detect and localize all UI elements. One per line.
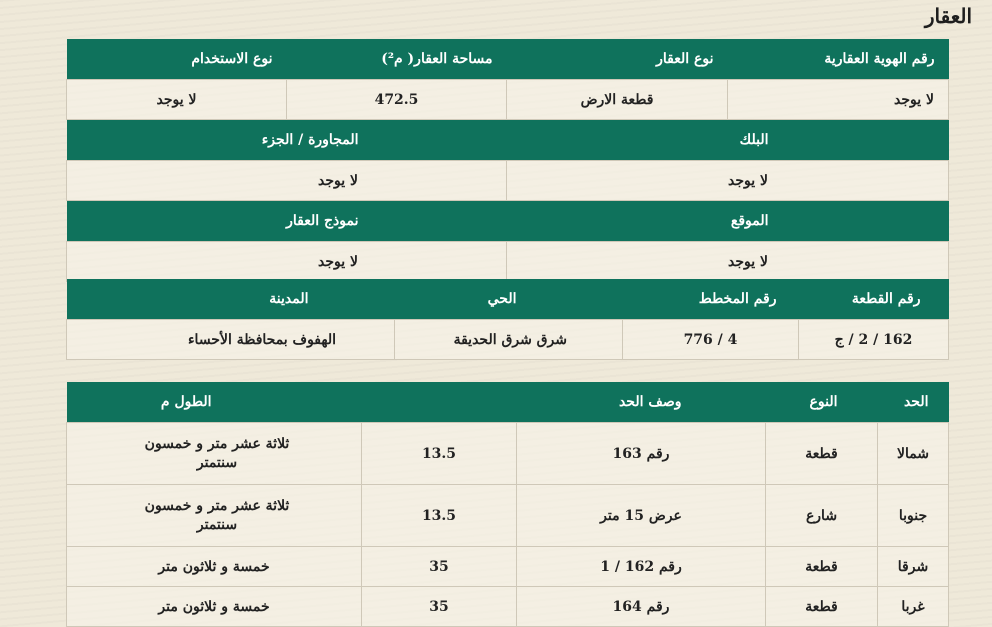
- neighborhood-part-header: المجاورة / الجزء: [261, 132, 359, 148]
- boundary-length: 35: [362, 587, 517, 627]
- length-header: الطول م: [160, 394, 212, 410]
- plan-number-header: رقم المخطط: [698, 291, 777, 307]
- boundaries-header-row: [67, 382, 949, 423]
- property-model-header: نموذج العقار: [286, 213, 359, 229]
- table-row: [67, 587, 949, 627]
- side-header: الحد: [903, 394, 929, 410]
- property-header-row-3: [67, 201, 949, 242]
- type-header: النوع: [809, 394, 838, 410]
- property-area-value: 472.5: [287, 80, 507, 120]
- boundary-description: عرض 15 متر: [517, 485, 766, 547]
- description-header: وصف الحد: [618, 394, 682, 410]
- boundary-type: قطعة: [766, 547, 878, 587]
- plot-number-header: رقم القطعة: [851, 291, 921, 307]
- block-value: لا يوجد: [507, 161, 949, 201]
- plot-header-row: [67, 279, 949, 320]
- plot-number-value: 162 / 2 / ج: [799, 320, 949, 360]
- boundary-length-text: خمسة و ثلاثون متر: [67, 587, 362, 627]
- property-type-header: نوع العقار: [656, 51, 714, 67]
- property-model-value: لا يوجد: [67, 242, 507, 282]
- table-row: [67, 485, 949, 547]
- table-row: [67, 547, 949, 587]
- property-values-row-2: [67, 161, 949, 201]
- boundary-description: رقم 163: [517, 423, 766, 485]
- boundary-description: رقم 162 / 1: [517, 547, 766, 587]
- boundary-length: 13.5: [362, 485, 517, 547]
- boundary-length: 13.5: [362, 423, 517, 485]
- city-header: المدينة: [269, 291, 309, 307]
- boundary-length-text: ثلاثة عشر متر و خمسون سنتمتر: [67, 423, 362, 485]
- location-header: الموقع: [730, 213, 769, 229]
- boundary-side: جنوبا: [878, 485, 949, 547]
- location-value: لا يوجد: [507, 242, 949, 282]
- district-value: شرق شرق الحديقة: [395, 320, 623, 360]
- district-header: الحي: [487, 291, 517, 307]
- boundary-side: غربا: [878, 587, 949, 627]
- property-id-value: لا يوجد: [728, 80, 949, 120]
- property-values-row-1: [67, 80, 949, 120]
- property-header-row-1: [67, 39, 949, 80]
- neighborhood-part-value: لا يوجد: [67, 161, 507, 201]
- page-title: العقار: [924, 4, 972, 28]
- table-row: [67, 423, 949, 485]
- property-area-header: مساحة العقار( م²): [381, 51, 493, 67]
- usage-type-header: نوع الاستخدام: [191, 51, 273, 67]
- property-details-table: [66, 39, 949, 282]
- property-type-value: قطعة الارض: [507, 80, 728, 120]
- usage-type-value: لا يوجد: [67, 80, 287, 120]
- property-header-row-2: [67, 120, 949, 161]
- boundary-type: قطعة: [766, 587, 878, 627]
- boundary-side: شرقا: [878, 547, 949, 587]
- property-values-row-3: [67, 242, 949, 282]
- block-header: البلك: [739, 132, 769, 148]
- boundary-type: شارع: [766, 485, 878, 547]
- boundaries-table: [66, 382, 949, 627]
- plot-details-table: [66, 279, 949, 360]
- boundary-type: قطعة: [766, 423, 878, 485]
- plot-values-row: [67, 320, 949, 360]
- property-id-header: رقم الهوية العقارية: [824, 51, 935, 67]
- boundary-length-text: ثلاثة عشر متر و خمسون سنتمتر: [67, 485, 362, 547]
- plan-number-value: 4 / 776: [623, 320, 799, 360]
- boundary-side: شمالا: [878, 423, 949, 485]
- city-value: الهفوف بمحافظة الأحساء: [67, 320, 395, 360]
- boundary-length: 35: [362, 547, 517, 587]
- boundary-description: رقم 164: [517, 587, 766, 627]
- boundary-length-text: خمسة و ثلاثون متر: [67, 547, 362, 587]
